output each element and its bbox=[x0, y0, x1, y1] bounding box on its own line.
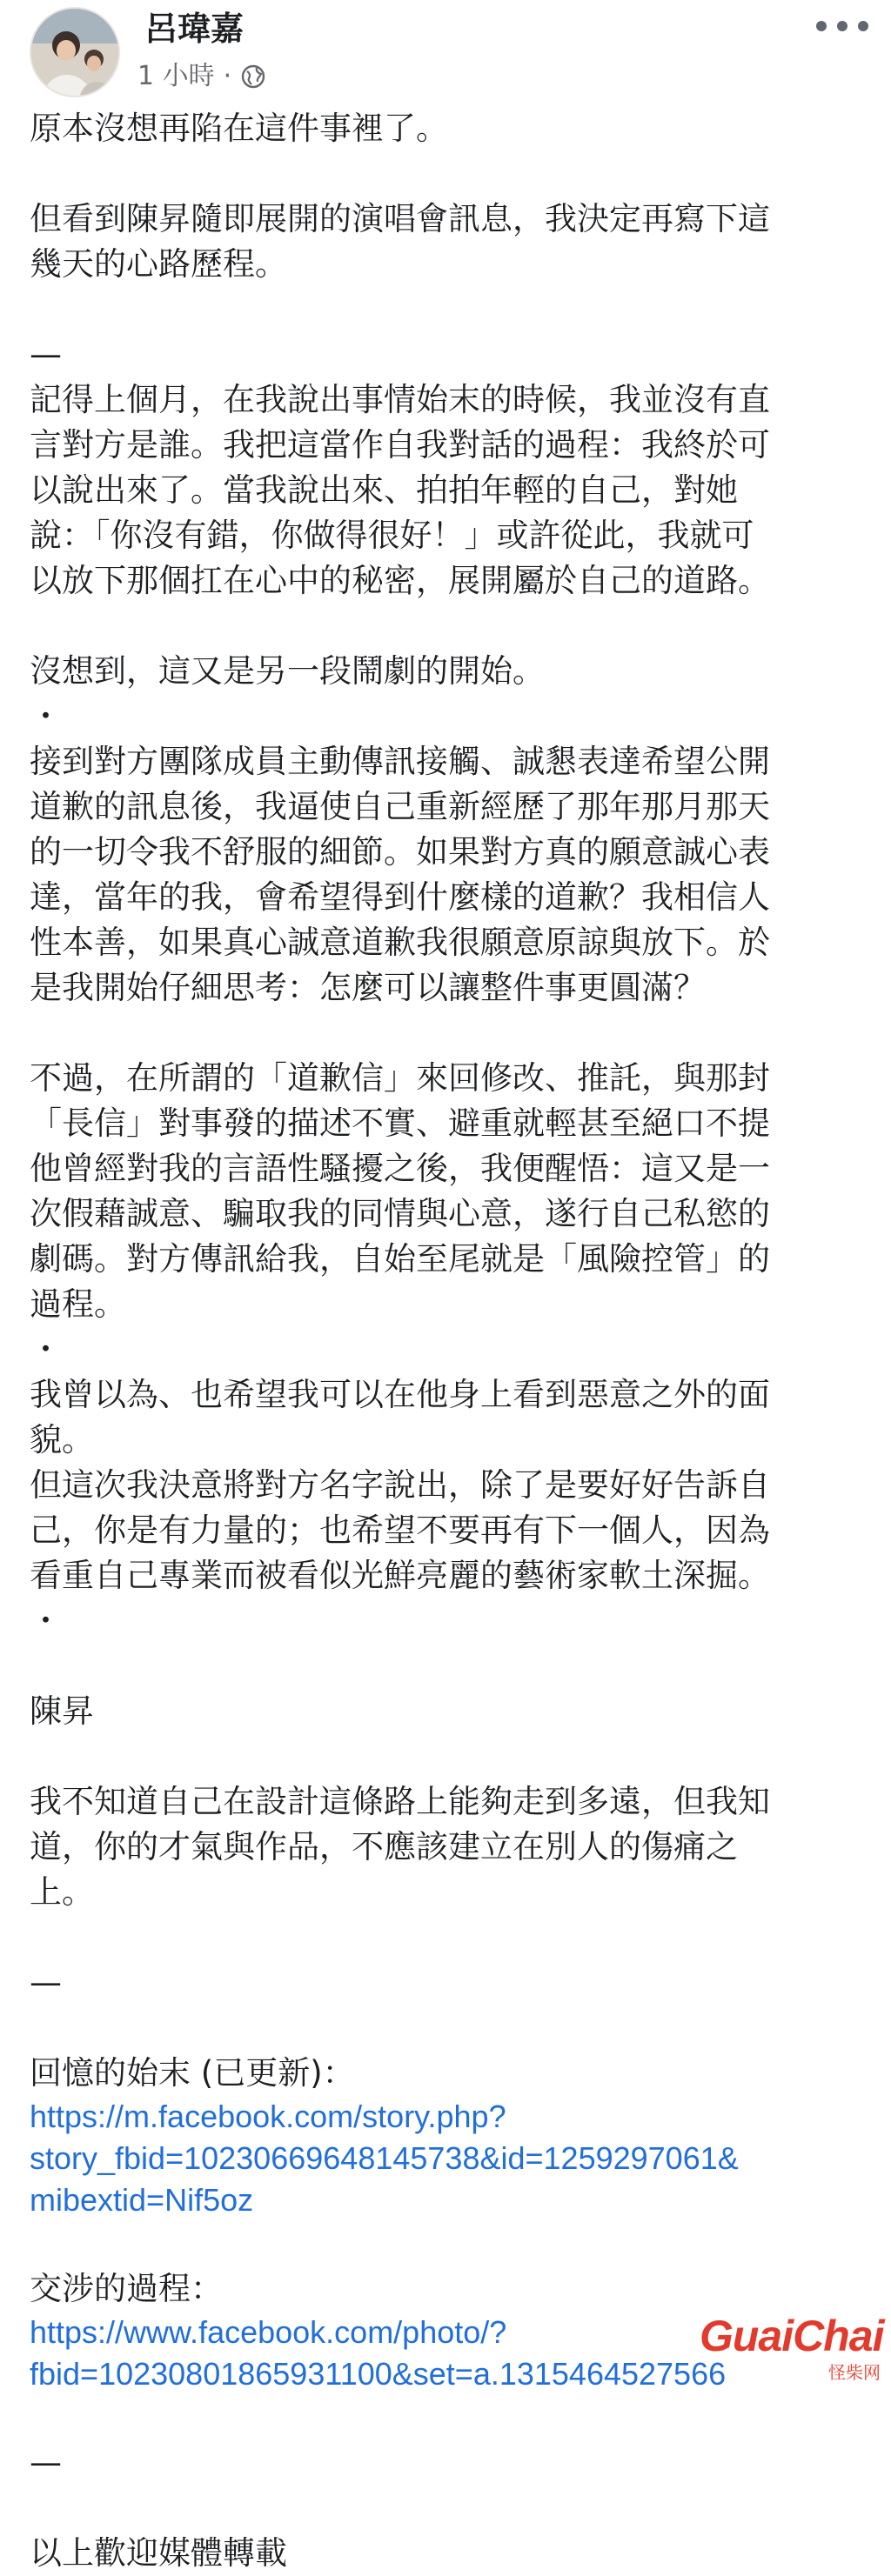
post-meta bbox=[137, 59, 266, 94]
paragraph-5: 接到對方團隊成員主動傳訊接觸、誠懇表達希望公開 道歉的訊息後，我逼使自己重新經歷了那年那月那天 的一切令我不舒服的細節。如果對方真的願意誠心表 達，當年的我，會希望得到什麼樣的道歉？我相信人 性本善，如果真心誠意道歉我很願意原諒與放下。於 是我開始仔細思考：怎麼可以讓整件事更圓滿？ bbox=[30, 743, 770, 1006]
spacer bbox=[30, 604, 882, 649]
spacer bbox=[30, 1011, 882, 1056]
avatar-photo bbox=[31, 9, 118, 96]
watermark-logo bbox=[661, 2310, 888, 2390]
divider-dash-1: — bbox=[30, 336, 62, 373]
more-options-button[interactable] bbox=[816, 9, 868, 43]
spacer bbox=[30, 1644, 882, 1689]
spacer bbox=[30, 151, 882, 197]
divider-dash-3: — bbox=[30, 2444, 62, 2481]
spacer bbox=[30, 1915, 882, 1960]
spacer bbox=[30, 2395, 882, 2440]
author-name[interactable]: 呂瑋嘉 bbox=[144, 10, 245, 48]
link-2-label: 交涉的過程： bbox=[30, 2270, 223, 2307]
paragraph-9: 我不知道自己在設計這條路上能夠走到多遠，但我知 道，你的才氣與作品，不應該建立在別人的傷痛之 上。 bbox=[30, 1783, 770, 1911]
more-dot bbox=[858, 21, 868, 31]
spacer bbox=[30, 2486, 882, 2531]
paragraph-8: 陳昇 bbox=[30, 1692, 94, 1730]
paragraph-4: 沒想到，這又是另一段鬧劇的開始。 bbox=[30, 652, 545, 690]
globe-icon[interactable] bbox=[240, 63, 266, 90]
watermark-subtext: 怪柴网 bbox=[828, 2362, 881, 2383]
story-link[interactable]: https://m.facebook.com/story.php? story_fbid=10230669648145738&id=1259297061& mibextid=Nif5oz bbox=[30, 2099, 739, 2218]
watermark-text: GuaiChai bbox=[700, 2312, 884, 2360]
divider-dot-2: ・ bbox=[30, 1331, 62, 1368]
spacer bbox=[30, 1734, 882, 1779]
more-horizontal-icon bbox=[816, 21, 827, 31]
paragraph-7: 我曾以為、也希望我可以在他身上看到惡意之外的面 貌。 但這次我決意將對方名字說出，除了是要好好告訴自 己，你是有力量的；也希望不要再有下一個人，因為 看重自己專業而被看似光鮮亮麗的藝術家軟土深掘。 bbox=[30, 1376, 770, 1594]
divider-dash-2: — bbox=[30, 1964, 62, 2001]
divider-dot-1: ・ bbox=[30, 697, 62, 735]
paragraph-2: 但看到陳昇隨即展開的演唱會訊息，我決定再寫下這 幾天的心路歷程。 bbox=[30, 200, 770, 283]
more-dot bbox=[837, 21, 847, 31]
spacer bbox=[30, 2221, 882, 2266]
link-1-label: 回憶的始末 (已更新)： bbox=[30, 2054, 355, 2092]
post-time[interactable]: 1 小時 bbox=[137, 61, 215, 91]
spacer bbox=[30, 287, 882, 332]
author-avatar[interactable] bbox=[30, 7, 120, 97]
paragraph-1: 原本沒想再陷在這件事裡了。 bbox=[30, 110, 448, 147]
paragraph-3: 記得上個月，在我說出事情始末的時候，我並沒有直 言對方是誰。我把這當作自我對話的過程：我終於可 以說出來了。當我說出來、拍拍年輕的自己，對她 說：「你沒有錯，你做得很好！」或許從此，我就可 以放下那個扛在心中的秘密，展開屬於自己的道路。 bbox=[30, 381, 770, 599]
paragraph-10: 以上歡迎媒體轉載 bbox=[30, 2534, 287, 2572]
post-body bbox=[30, 106, 882, 2576]
spacer bbox=[30, 2005, 882, 2051]
paragraph-6: 不過，在所謂的「道歉信」來回修改、推託，與那封 「長信」對事發的描述不實、避重就輕甚至絕口不提 他曾經對我的言語性騷擾之後，我便醒悟：這又是一 次假藉誠意、騙取我的同情與心意，遂行自己私慾的 劇碼。對方傳訊給我，自始至尾就是「風險控管」的 過程。 bbox=[30, 1059, 770, 1323]
meta-separator: · bbox=[223, 61, 232, 91]
photo-link[interactable]: https://www.facebook.com/photo/? fbid=10230801865931100&set=a.1315464527566 bbox=[30, 2314, 727, 2392]
post-header bbox=[0, 0, 891, 104]
divider-dot-3: ・ bbox=[30, 1602, 62, 1639]
